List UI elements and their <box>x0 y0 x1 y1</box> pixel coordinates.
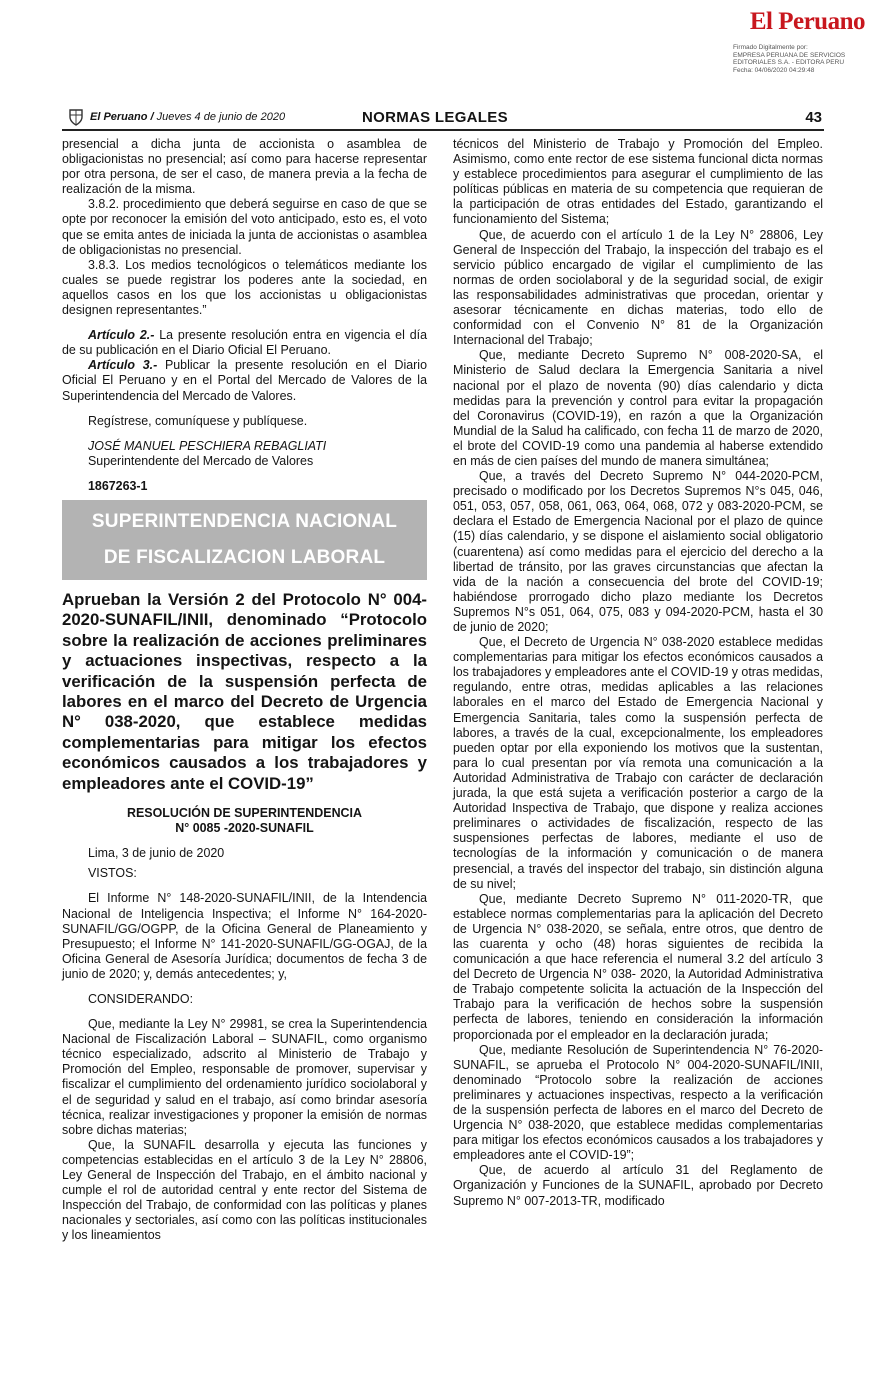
paragraph: Que, el Decreto de Urgencia N° 038-2020 establece medidas complementarias para mitigar los efectos económicos causados a los trabajadores y empleadores ante el COVID-19 y otras medidas, regulando, entre otras, medidas aplicables a las relaciones laborales en el marco del Estado de Emergencia Nacional y Emergencia Sanitaria, tales como la suspensión perfecta de labores, a través de la cual, excepcionalmente, los empleadores pueden optar por ella exponiendo los motivos que la sustentan, para lo cual presentan por vía remota una comunicación a la Autoridad Administrativa de Trabajo con carácter de declaración jurada, la que está sujeta a verificación posterior a cargo de la Autoridad Inspectiva de Trabajo, que dispone y realiza acciones preliminares o actividades de fiscalización, respecto de las suspensiones perfectas de labores, mediante el uso de tecnologías de la información y comunicación o de manera presencial, a través del inspector del trabajo, sin distinción alguna de su nivel; <box>453 635 823 891</box>
banner-line: DE FISCALIZACION LABORAL <box>103 546 386 568</box>
paragraph: Que, de acuerdo al artículo 31 del Reglamento de Organización y Funciones de la SUNAFIL, aprobado por Decreto Supremo N° 007-2013-TR, modificado <box>453 1163 823 1208</box>
coat-of-arms-icon <box>68 108 84 126</box>
newspaper-logo: El Peruano <box>749 8 865 35</box>
paragraph: Que, mediante Decreto Supremo N° 011-2020-TR, que establece normas complementarias para la aplicación del Decreto de Urgencia N° 038-2020, se señala, entre otros, que dentro de las cuarenta y ocho (48) horas siguientes de recibida la comunicación a que hace referencia el numeral 3.2 del artículo 3 del Decreto de Urgencia N° 038- 2020, la Autoridad Administrativa de Trabajo competente solicita la actuación de la Inspección del Trabajo para la verificación de hechos sobre la suspensión perfecta de labores, teniendo en consideración la información proporcionada por el empleador en la declaración jurada; <box>453 891 823 1042</box>
article-3-text: Publicar la presente resolución en el Diario Oficial El Peruano y en el Portal del Mercado de Valores de la Superintendencia del Mercado de Valores. <box>62 358 427 403</box>
resolution-number: N° 0085 -2020-SUNAFIL <box>175 821 314 836</box>
paragraph: Que, mediante la Ley N° 29981, se crea la Superintendencia Nacional de Fiscalización Laboral – SUNAFIL, como organismo técnico especializado, adscrito al Ministerio de Trabajo y Promoción del Empleo, responsable de promover, supervisar y fiscalizar el cumplimiento del ordenamiento jurídico sociolaboral y el de seguridad y salud en el trabajo, así como brindar asesoría técnica, realizar investigaciones y proponer la emisión de normas sobre dichas materias; <box>62 1017 427 1137</box>
paragraph: presencial a dicha junta de accionista o asamblea de obligacionistas no presencial; así como para hacerse representar por otra persona, de ser el caso, de manera previa a la fecha de realización de la misma. <box>62 137 427 197</box>
article-3 <box>62 358 427 403</box>
page-number: 43 <box>805 109 822 126</box>
left-column <box>62 137 427 1243</box>
header-paper-name: El Peruano / Jueves 4 de junio de 2020 <box>90 111 286 123</box>
considerando-heading: CONSIDERANDO: <box>88 991 194 1006</box>
signer-title: Superintendente del Mercado de Valores <box>88 453 314 468</box>
signature-line: EDITORIALES S.A. - EDITORA PERU <box>733 59 845 66</box>
page-header <box>62 105 824 131</box>
paragraph: El Informe N° 148-2020-SUNAFIL/INII, de la Intendencia Nacional de Inteligencia Inspectiva; el Informe N° 164-2020-SUNAFIL/GG/OGPP, de la Oficina General de Planeamiento y Presupuesto; el Informe N° 141-2020-SUNAFIL/GG-OGAJ, de la Oficina General de Asesoría Jurídica; documentos de fecha 3 de junio de 2020; y, demás antecedentes; y, <box>62 891 427 981</box>
resolution-title <box>62 806 427 836</box>
paragraph: Que, la SUNAFIL desarrolla y ejecuta las funciones y competencias establecidas en el artículo 3 de la Ley N° 28806, Ley General de Inspección del Trabajo, en el ámbito nacional y cumple el rol de autoridad central y ente rector del Sistema de Inspección del Trabajo, de conformidad con las políticas y planes nacionales y sectoriales, así como con las políticas institucionales y los lineamientos <box>62 1137 427 1243</box>
paragraph: Que, a través del Decreto Supremo N° 044-2020-PCM, precisado o modificado por los Decretos Supremos N°s 045, 046, 051, 053, 057, 058, 061, 063, 064, 068, 072 y 083-2020-PCM, se declara el Estado de Emergencia Nacional por el plazo de quince (15) días calendario, y se dispone el aislamiento social obligatorio (cuarentena) así como medidas para el ejercicio del derecho a la libertad de tránsito, por las graves circunstancias que afectan la vida de la nación a consecuencia del brote del COVID-19; habiéndose prorrogado dicho plazo mediante los Decretos Supremos N°s 051, 064, 075, 083 y 094-2020-PCM, hasta el 30 de junio de 2020; <box>453 469 823 634</box>
article-2-text: La presente resolución entra en vigencia el día de su publicación en el Diario Oficial El Peruano. <box>62 328 427 358</box>
resolution-headline: Aprueban la Versión 2 del Protocolo N° 004-2020-SUNAFIL/INII, denominado “Protocolo sobre la realización de acciones preliminares y actuaciones inspectivas, respecto a la verificación de la suspensión perfecta de labores en el marco del Decreto de Urgencia N° 038-2020, que establece medidas complementarias para mitigar los efectos económicos causados a los trabajadores y empleadores ante el COVID-19” <box>62 589 427 793</box>
header-date: Jueves 4 de junio de 2020 <box>156 111 286 123</box>
place-date: Lima, 3 de junio de 2020 <box>88 846 225 861</box>
paragraph: Que, de acuerdo con el artículo 1 de la Ley N° 28806, Ley General de Inspección del Trabajo, la inspección del trabajo es el servicio público encargado de vigilar el cumplimiento de las normas de orden sociolaboral y de la seguridad social, de exigir las responsabilidades administrativas que procedan, orientar y asesorar técnicamente en dichas materias, todo ello de conformidad con el Convenio N° 81 de la Organización Internacional del Trabajo; <box>453 227 823 348</box>
signature-line: Fecha: 04/06/2020 04:29:48 <box>733 66 815 74</box>
paragraph: 3.8.2. procedimiento que deberá seguirse en caso de que se opte por reconocer la emisión del voto anticipado, esto es, el voto que se emita antes de iniciada la junta de accionistas o asamblea de obligacionistas no presencial. <box>62 197 427 257</box>
article-2 <box>62 328 427 358</box>
article-2-label: Artículo 2.- <box>88 328 155 343</box>
paragraph: técnicos del Ministerio de Trabajo y Promoción del Empleo. Asimismo, como ente rector de ese sistema funcional dicta normas y establece procedimientos para asegurar el cumplimiento de las políticas públicas en materia de su competencia que requieran de la participación de otras entidades del Estado, garantizando el funcionamiento del Sistema; <box>453 137 823 227</box>
vistos-heading: VISTOS: <box>88 866 137 881</box>
institution-banner <box>62 500 427 580</box>
paragraph: Que, mediante Decreto Supremo N° 008-2020-SA, el Ministerio de Salud declara la Emergencia Sanitaria a nivel nacional por el plazo de noventa (90) días calendario y dicta medidas para la prevención y control para evitar la propagación del Coronavirus (COVID-19), en razón a que la Organización Mundial de la Salud ha calificado, con fecha 11 de marzo de 2020, el brote del COVID-19 como una pandemia al haberse extendido en más de cien países del mundo de manera simultánea; <box>453 348 823 468</box>
signer-name: JOSÉ MANUEL PESCHIERA REBAGLIATI <box>88 438 327 453</box>
paragraph: Que, mediante Resolución de Superintendencia N° 76-2020-SUNAFIL, se aprueba el Protocolo N° 004-2020-SUNAFIL/INII, denominado “Protocolo sobre la realización de acciones preliminares y actuaciones inspectivas, respecto a la verificación de la suspensión perfecta de labores en el marco del Decreto de Urgencia N° 038-2020, que establece medidas complementarias para mitigar los efectos económicos causados a los trabajadores y empleadores ante el COVID-19”; <box>453 1042 823 1163</box>
right-column <box>453 137 823 1209</box>
header-paper-title: El Peruano <box>90 111 148 123</box>
header-section: NORMAS LEGALES <box>362 109 508 126</box>
signature-line: EMPRESA PERUANA DE SERVICIOS <box>733 51 846 59</box>
article-3-label: Artículo 3.- <box>88 358 158 373</box>
signature-line: Firmado Digitalmente por: <box>733 44 808 51</box>
resolution-title-line: RESOLUCIÓN DE SUPERINTENDENCIA <box>127 806 362 821</box>
header-rule <box>62 129 824 131</box>
publication-number: 1867263-1 <box>88 478 148 493</box>
digital-signature-block <box>733 44 863 74</box>
paragraph: 3.8.3. Los medios tecnológicos o telemáticos mediante los cuales se puede registrar los poderes ante la sociedad, en aquellos casos en los que los accionistas u obligacionistas designen representantes.” <box>62 257 427 318</box>
banner-line: SUPERINTENDENCIA NACIONAL <box>91 510 398 532</box>
closing-formula: Regístrese, comuníquese y publíquese. <box>88 413 308 428</box>
